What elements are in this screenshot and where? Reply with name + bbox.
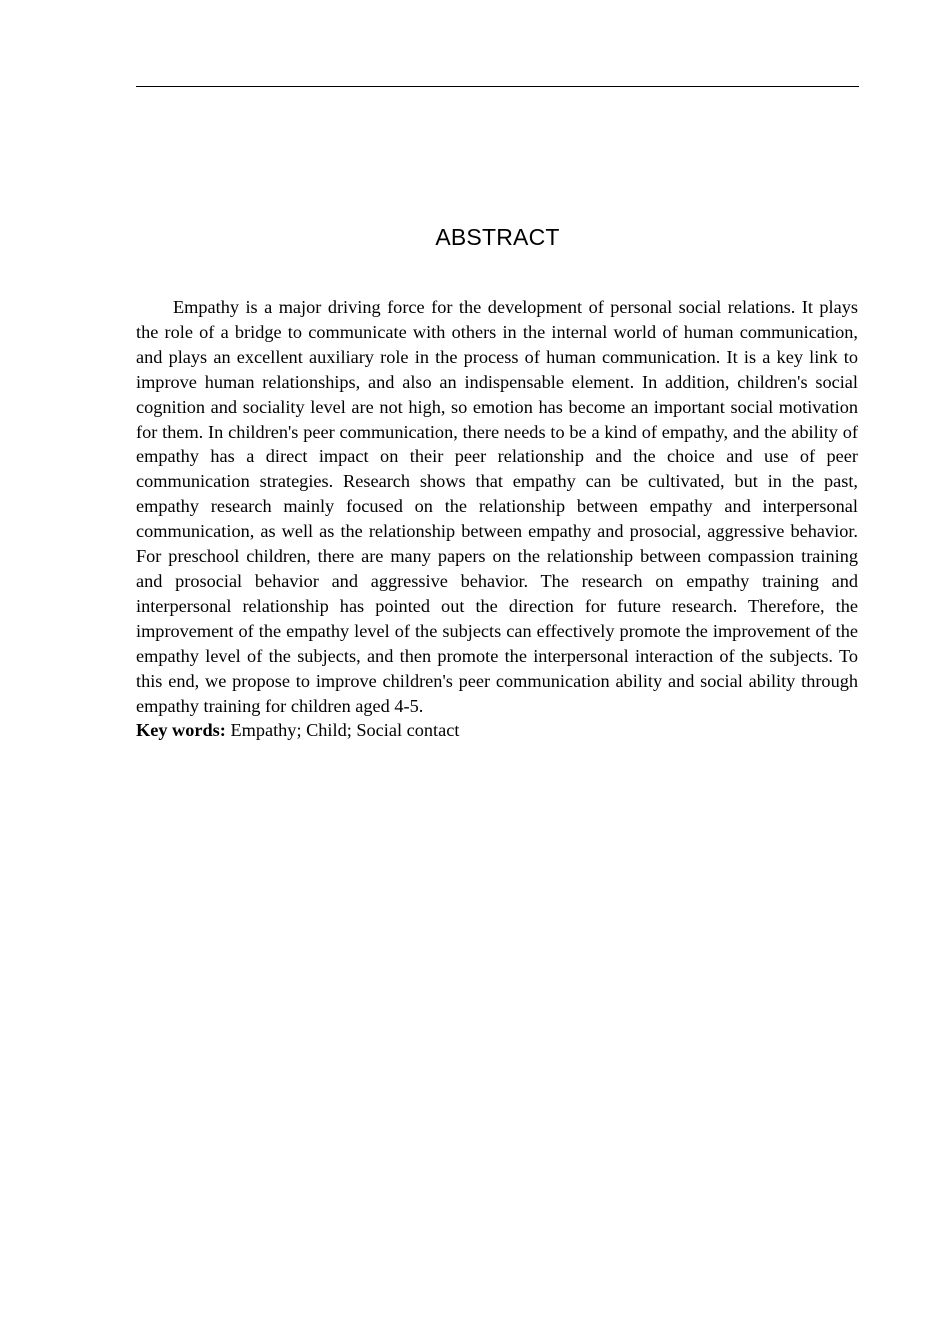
keywords-line [136,718,858,743]
keywords-label: Key words: [136,720,226,740]
abstract-paragraph: Empathy is a major driving force for the development of personal social relations. It plays the role of a bridge to communicate with others in the internal world of human communication, and plays an excellent auxiliary role in the process of human communication. It is a key link to improve human relationships, and also an indispensable element. In addition, children's social cognition and sociality level are not high, so emotion has become an important social motivation for them. In children's peer communication, there needs to be a kind of empathy, and the ability of empathy has a direct impact on their peer relationship and the choice and use of peer communication strategies. Research shows that empathy can be cultivated, but in the past, empathy research mainly focused on the relationship between empathy and interpersonal communication, as well as the relationship between empathy and prosocial, aggressive behavior. For preschool children, there are many papers on the relationship between compassion training and prosocial behavior and aggressive behavior. The research on empathy training and interpersonal relationship has pointed out the direction for future research. Therefore, the improvement of the empathy level of the subjects can effectively promote the improvement of the empathy level of the subjects, and then promote the interpersonal interaction of the subjects. To this end, we propose to improve children's peer communication ability and social ability through empathy training for children aged 4-5. [136,297,858,716]
header-rule [136,86,859,87]
keywords-value: Empathy; Child; Social contact [225,720,460,740]
page-title: ABSTRACT [435,224,560,250]
